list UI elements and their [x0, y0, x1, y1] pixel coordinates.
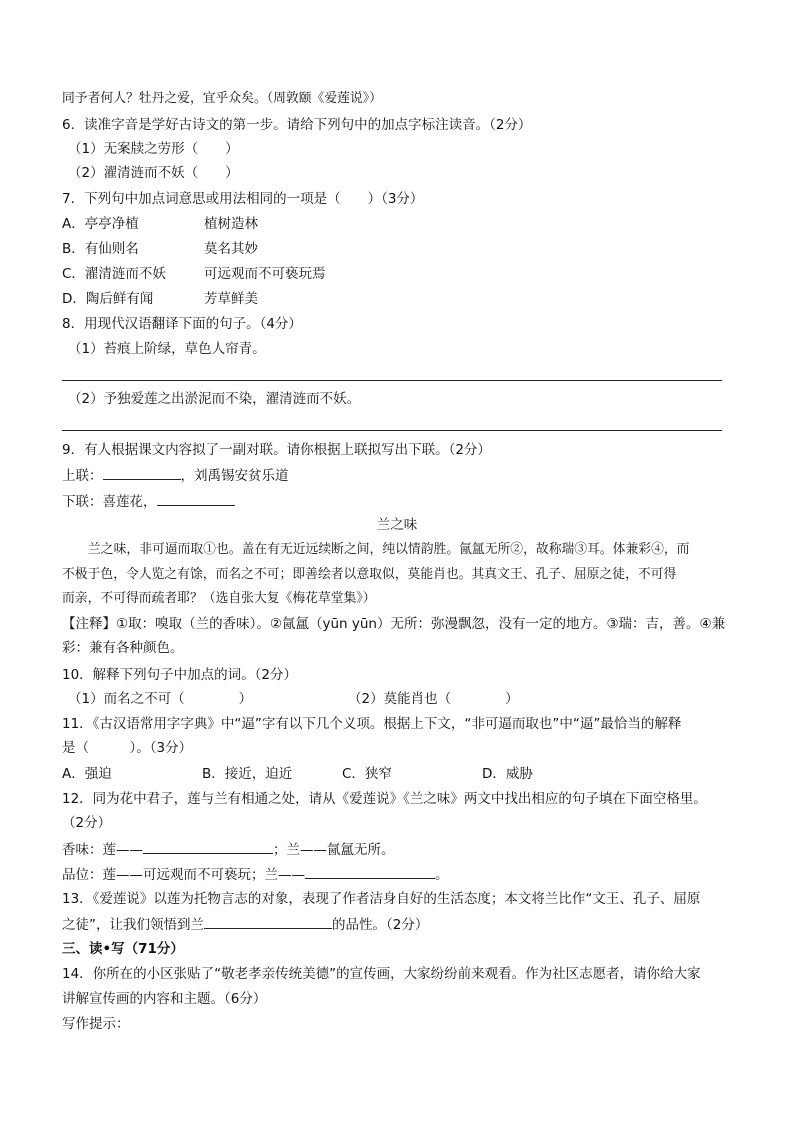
- answer-line: [62, 380, 722, 381]
- passage-line-2: 不极于色，令人览之有馀，而名之不可；即善绘者以意取似，莫能肖也。其真文王、孔子、屈原之徒，不可得: [62, 567, 677, 582]
- q12-quality-label: 品位：莲——可远观而不可亵玩；兰——: [62, 867, 305, 883]
- q12-quality-end: 。: [435, 867, 449, 883]
- answer-blank[interactable]: [143, 839, 273, 854]
- q11-option-c: C．狭窄: [342, 766, 392, 782]
- q11-option-d: D．威胁: [482, 766, 533, 782]
- question-11-cont: 是（ ）。（3分）: [62, 740, 193, 756]
- question-10: 10．解释下列句子中加点的词。（2分）: [62, 667, 298, 683]
- poem-last-line: 同予者何人？牡丹之爱，宜乎众矣。（周敦颐《爱莲说》）: [62, 91, 382, 106]
- q11-option-a: A．强迫: [62, 766, 112, 782]
- q10-item-1: （1）而名之不可（ ）: [68, 691, 253, 707]
- question-9: 9．有人根据课文内容拟了一副对联。请你根据上联拟写出下联。（2分）: [62, 442, 491, 458]
- q6-item-1: （1）无案牍之劳形（ ）: [68, 141, 239, 157]
- q7-option-c-left: C．濯清涟而不妖: [62, 266, 166, 282]
- question-13-cont: [62, 914, 428, 935]
- q7-option-a-right: 植树造林: [204, 216, 258, 232]
- q7-option-b-right: 莫名其妙: [204, 241, 258, 257]
- annotation-line-2: 彩：兼有各种颜色。: [62, 640, 184, 656]
- question-14-cont: 讲解宣传画的内容和主题。（6分）: [62, 991, 267, 1007]
- couplet-lower: [62, 491, 235, 512]
- q8-item-1: （1）苔痕上阶绿，草色人帘青。: [68, 341, 266, 357]
- answer-blank[interactable]: [204, 914, 332, 929]
- question-7: 7．下列句中加点词意思或用法相同的一项是（ ）（3分）: [62, 191, 424, 207]
- couplet-upper-text: ，刘禹锡安贫乐道: [180, 468, 289, 484]
- question-8: 8．用现代汉语翻译下面的句子。（4分）: [62, 316, 302, 332]
- question-14: 14．你所在的小区张贴了“敬老孝亲传统美德”的宣传画，大家纷纷前来观看。作为社区志愿者，请你给大家: [62, 966, 701, 982]
- answer-line: [62, 430, 722, 431]
- q13-text-before: 之徒”，让我们领悟到兰: [62, 917, 204, 933]
- q12-fragrance-text: ；兰——氤氲无所。: [273, 842, 395, 858]
- q12-fragrance-row: [62, 839, 395, 860]
- section-heading: 三、读•写（71分）: [62, 941, 184, 957]
- q13-text-after: 的品性。（2分）: [332, 917, 429, 933]
- question-6: 6．读准字音是学好古诗文的第一步。请给下列句中的加点字标注读音。（2分）: [62, 117, 532, 133]
- question-11: 11．《古汉语常用字字典》中“逼”字有以下几个义项。根据上下文，“非可逼而取也”中“逼”最恰当的解释: [62, 716, 682, 732]
- q11-option-b: B．接近，迫近: [202, 766, 293, 782]
- q7-option-c-right: 可远观而不可亵玩焉: [204, 266, 326, 282]
- passage-line-1: 兰之味，非可逼而取①也。盖在有无近远续断之间，纯以情韵胜。氤氲无所②，故称瑞③耳。体兼彩④，而: [88, 542, 690, 557]
- question-12: 12．同为花中君子，莲与兰有相通之处，请从《爱莲说》《兰之味》两文中找出相应的句子填在下面空格里。: [62, 791, 707, 807]
- q6-item-2: （2）濯清涟而不妖（ ）: [68, 165, 239, 181]
- q12-quality-row: [62, 864, 449, 885]
- answer-blank[interactable]: [157, 491, 235, 506]
- passage-title: 兰之味: [376, 517, 418, 533]
- couplet-upper: [62, 465, 289, 486]
- q7-option-d-right: 芳草鲜美: [204, 291, 258, 307]
- q7-option-b-left: B．有仙则名: [62, 241, 139, 257]
- annotation-line-1: 【注释】①取：嗅取（兰的香味）。②氤氲（yūn yūn）无所：弥漫飘忽，没有一定的地方。③瑞：吉，善。④兼: [62, 616, 726, 632]
- q12-fragrance-label: 香味：莲——: [62, 842, 143, 858]
- question-12-cont: （2分）: [62, 815, 112, 831]
- passage-line-3: 而亲，不可得而疏者耶？（选自张大复《梅花草堂集》）: [62, 591, 376, 606]
- answer-blank[interactable]: [103, 465, 181, 480]
- q7-option-a-left: A．亭亭净植: [62, 216, 139, 232]
- writing-tips-label: 写作提示：: [62, 1016, 130, 1032]
- q7-option-d-left: D．陶后鲜有闻: [62, 291, 154, 307]
- q10-item-2: （2）莫能肖也（ ）: [348, 691, 519, 707]
- question-13: 13．《爱莲说》以莲为托物言志的对象，表现了作者洁身自好的生活态度；本文将兰比作“文王、孔子、屈原: [62, 891, 701, 907]
- q8-item-2: （2）予独爱莲之出淤泥而不染，濯清涟而不妖。: [68, 391, 361, 407]
- answer-blank[interactable]: [305, 864, 435, 879]
- couplet-lower-label: 下联：喜莲花，: [62, 494, 157, 510]
- couplet-upper-label: 上联：: [62, 468, 103, 484]
